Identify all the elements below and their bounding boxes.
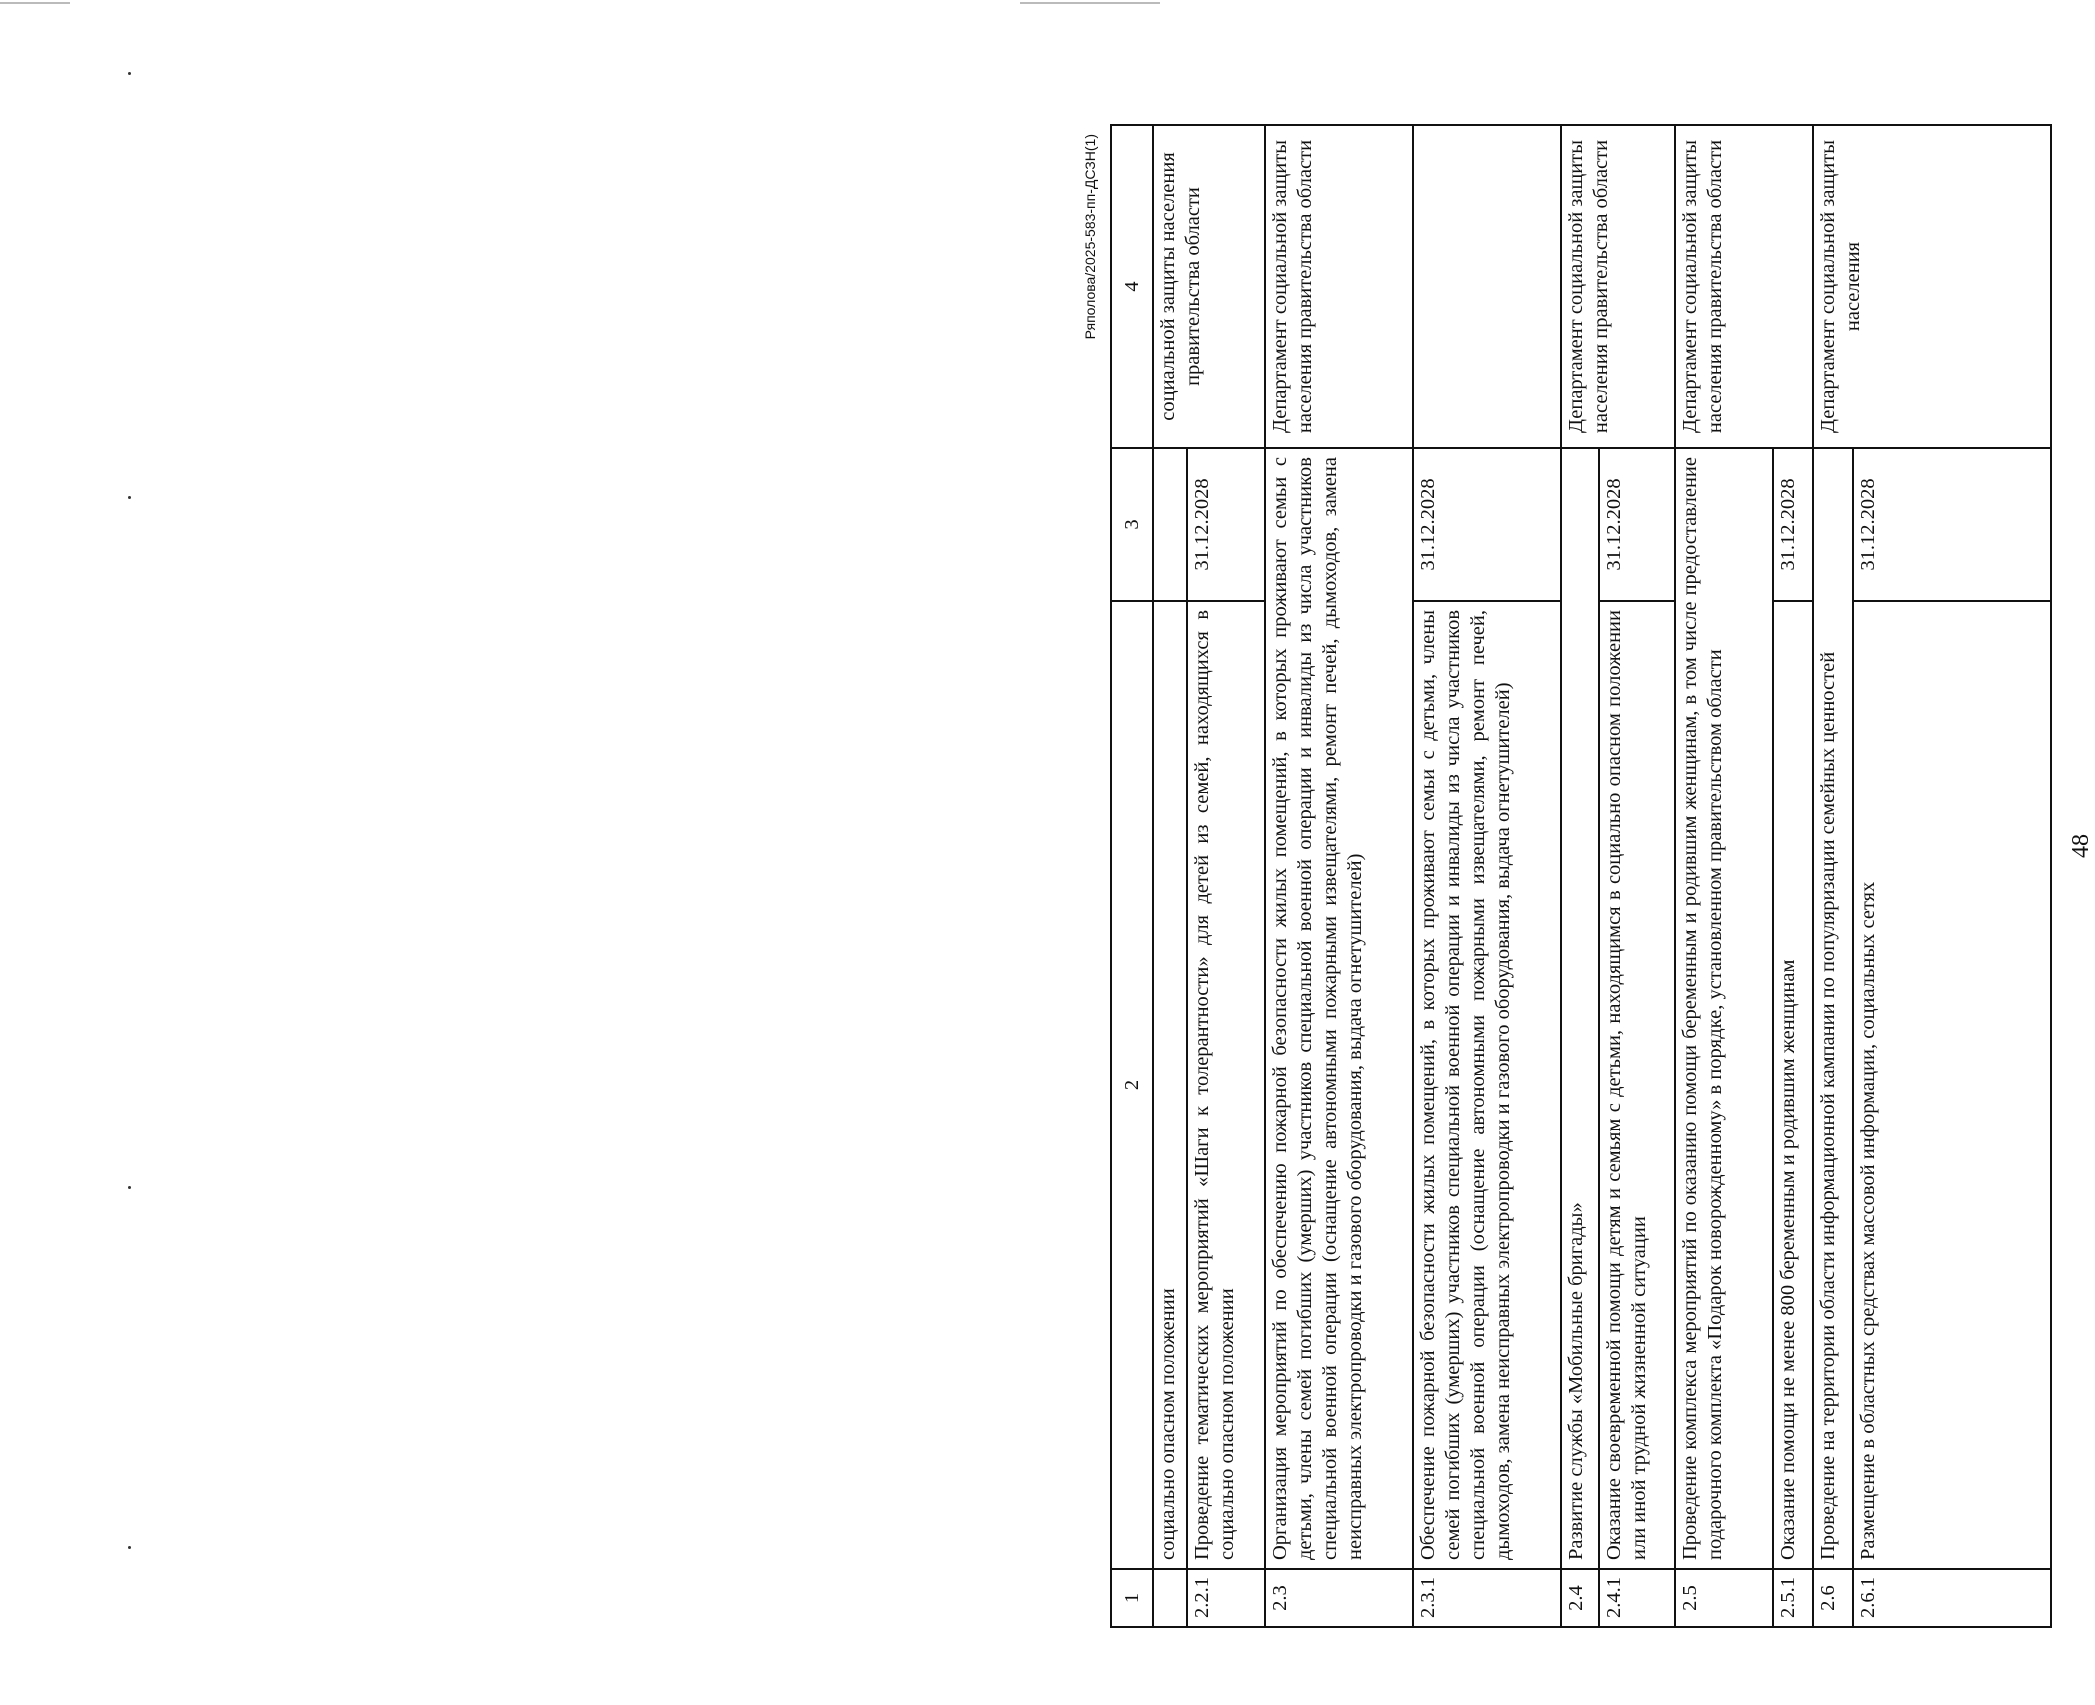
row-number (1153, 1569, 1187, 1627)
scan-speck (128, 72, 131, 75)
row-text: социально опасном положении (1153, 601, 1187, 1569)
table-row (1813, 125, 1853, 1627)
row-text: Обеспечение пожарной безопасности жилых помещений, в которых проживают семьи с детьми, члены семей погибших (умерших) участников специальной военной операции и инвалиды из числа участников специальной военной операции (оснащение автономными пожарными извещателями, ремонт печей, дымоходов, замена неисправных электропроводки и газового оборудования, выдача огнетушителей) (1413, 601, 1561, 1569)
responsible-cell: Департамент социальной защиты населения правительства области (1265, 125, 1413, 448)
row-text: Проведение тематических мероприятий «Шаги к толерантности» для детей из семей, находящихся в социально опасном положении (1187, 601, 1265, 1569)
row-date: 31.12.2028 (1853, 448, 2051, 601)
responsible-cell: социальной защиты населения правительства области (1153, 125, 1265, 448)
row-date: 31.12.2028 (1599, 448, 1675, 601)
header-cell: 3 (1111, 448, 1153, 601)
table-row (1561, 125, 1599, 1627)
table-row (1675, 125, 1773, 1627)
row-number: 2.4 (1561, 1569, 1599, 1627)
document-code: Ряполова/2025-583-пп-ДСЗН(1) (1082, 134, 1098, 340)
row-date: 31.12.2028 (1773, 448, 1813, 601)
row-text: Оказание помощи не менее 800 беременным и родившим женщинам (1773, 601, 1813, 1569)
row-text: Проведение на территории области информационной кампании по популяризации семейных ценностей (1813, 448, 1853, 1569)
table-row (1413, 125, 1561, 1627)
scan-edge-mark (1020, 2, 1160, 4)
row-number: 2.5.1 (1773, 1569, 1813, 1627)
row-number: 2.4.1 (1599, 1569, 1675, 1627)
responsible-cell: Департамент социальной защиты населения правительства области (1675, 125, 1813, 448)
row-number: 2.2.1 (1187, 1569, 1265, 1627)
responsible-cell: Департамент социальной защиты населения правительства области (1561, 125, 1675, 448)
row-text: Развитие службы «Мобильные бригады» (1561, 448, 1599, 1569)
header-cell: 4 (1111, 125, 1153, 448)
row-number: 2.6 (1813, 1569, 1853, 1627)
responsible-cell: Департамент социальной защиты населения (1813, 125, 2051, 448)
scan-edge-mark (0, 2, 70, 4)
row-text: Размещение в областных средствах массовой информации, социальных сетях (1853, 601, 2051, 1569)
table-row (1153, 125, 1187, 1627)
table-row (1265, 125, 1413, 1627)
row-date: 31.12.2028 (1187, 448, 1265, 601)
measures-table (1110, 124, 2052, 1628)
scan-speck (128, 1186, 131, 1189)
rotated-page (1082, 126, 2094, 1628)
scan-speck (128, 1546, 131, 1549)
row-text: Организация мероприятий по обеспечению пожарной безопасности жилых помещений, в которых проживают семьи с детьми, члены семей погибших (умерших) участников специальной военной операции и инвалиды из числа участников специальной военной операции (оснащение автономными пожарными извещателями, ремонт печей, дымоходов, замена неисправных электропроводки и газового оборудования, выдача огнетушителей) (1265, 448, 1413, 1569)
row-date: 31.12.2028 (1413, 448, 1561, 601)
page-number: 48 (2068, 834, 2094, 858)
row-text: Проведение комплекса мероприятий по оказанию помощи беременным и родившим женщинам, в том числе предоставление подарочного комплекта «Подарок новорожденному» в порядке, установленном правительством области (1675, 448, 1773, 1569)
row-text: Оказание своевременной помощи детям и семьям с детьми, находящимся в социально опасном положении или иной трудной жизненной ситуации (1599, 601, 1675, 1569)
header-cell: 2 (1111, 601, 1153, 1569)
row-date (1153, 448, 1187, 601)
table-header-row (1111, 125, 1153, 1627)
row-number: 2.3 (1265, 1569, 1413, 1627)
row-number: 2.6.1 (1853, 1569, 2051, 1627)
scan-speck (128, 496, 131, 499)
header-cell: 1 (1111, 1569, 1153, 1627)
responsible-cell (1413, 125, 1561, 448)
row-number: 2.3.1 (1413, 1569, 1561, 1627)
row-number: 2.5 (1675, 1569, 1773, 1627)
